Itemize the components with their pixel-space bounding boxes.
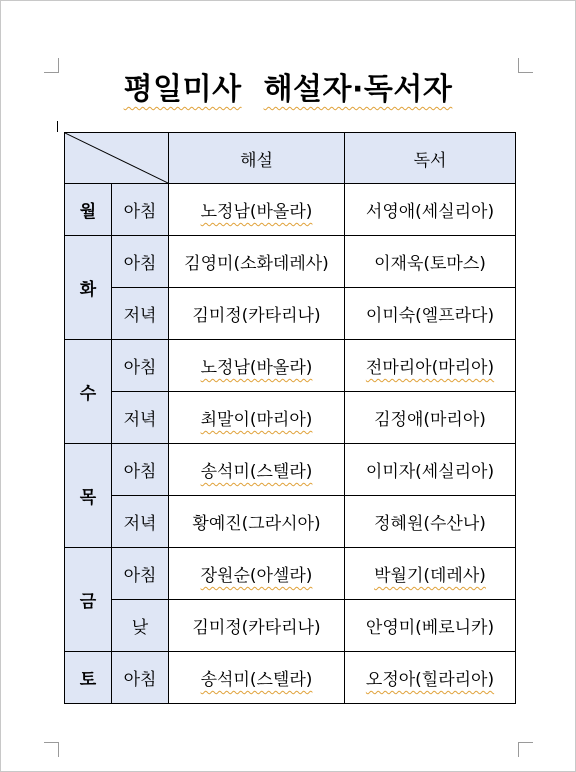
commentator-cell[interactable]: 김미정(카타리나) <box>169 288 345 340</box>
title-part2: 해설자·독서자 <box>263 72 453 107</box>
reader-cell[interactable]: 이미숙(엘프라다) <box>345 288 516 340</box>
margin-corner-bottom-right <box>518 742 533 757</box>
commentator-cell[interactable]: 황예진(그라시아) <box>169 496 345 548</box>
reader-cell[interactable]: 이재욱(토마스) <box>345 236 516 288</box>
table-row <box>65 288 516 340</box>
time-cell[interactable]: 낮 <box>112 600 169 652</box>
margin-corner-bottom-left <box>44 742 59 757</box>
table-row <box>65 652 516 704</box>
commentator-cell[interactable]: 노정남(바올라) <box>169 340 345 392</box>
commentator-cell[interactable]: 송석미(스텔라) <box>169 444 345 496</box>
time-cell[interactable]: 아침 <box>112 444 169 496</box>
day-cell[interactable]: 토 <box>65 652 112 704</box>
time-cell[interactable]: 저녁 <box>112 288 169 340</box>
reader-cell[interactable]: 전마리아(마리아) <box>345 340 516 392</box>
table-row <box>65 184 516 236</box>
table-row <box>65 496 516 548</box>
reader-cell[interactable]: 이미자(세실리아) <box>345 444 516 496</box>
reader-cell[interactable]: 서영애(세실리아) <box>345 184 516 236</box>
day-cell[interactable]: 월 <box>65 184 112 236</box>
reader-cell[interactable]: 박월기(데레사) <box>345 548 516 600</box>
commentator-cell[interactable]: 김미정(카타리나) <box>169 600 345 652</box>
time-cell[interactable]: 아침 <box>112 236 169 288</box>
time-cell[interactable]: 아침 <box>112 340 169 392</box>
reader-cell[interactable]: 김정애(마리아) <box>345 392 516 444</box>
time-cell[interactable]: 저녁 <box>112 392 169 444</box>
table-row <box>65 444 516 496</box>
text-cursor <box>57 121 58 132</box>
time-cell[interactable]: 아침 <box>112 184 169 236</box>
table-row <box>65 600 516 652</box>
header-reader[interactable]: 독서 <box>345 133 516 184</box>
table-row <box>65 236 516 288</box>
diagonal-header-cell[interactable] <box>65 133 169 184</box>
day-cell[interactable]: 수 <box>65 340 112 444</box>
commentator-cell[interactable]: 최말이(마리아) <box>169 392 345 444</box>
day-cell[interactable]: 목 <box>65 444 112 548</box>
title-part1: 평일미사 <box>123 72 242 107</box>
commentator-cell[interactable]: 장원순(아셀라) <box>169 548 345 600</box>
commentator-cell[interactable]: 노정남(바올라) <box>169 184 345 236</box>
commentator-cell[interactable]: 송석미(스텔라) <box>169 652 345 704</box>
time-cell[interactable]: 아침 <box>112 652 169 704</box>
time-cell[interactable]: 아침 <box>112 548 169 600</box>
table-row <box>65 548 516 600</box>
reader-cell[interactable]: 정혜원(수산나) <box>345 496 516 548</box>
day-cell[interactable]: 금 <box>65 548 112 652</box>
table-row <box>65 392 516 444</box>
page-title[interactable] <box>0 64 576 108</box>
schedule-table[interactable] <box>64 132 516 704</box>
table-row <box>65 340 516 392</box>
diagonal-line <box>65 133 168 183</box>
header-commentator[interactable]: 해설 <box>169 133 345 184</box>
reader-cell[interactable]: 오정아(힐라리아) <box>345 652 516 704</box>
day-cell[interactable]: 화 <box>65 236 112 340</box>
time-cell[interactable]: 저녁 <box>112 496 169 548</box>
commentator-cell[interactable]: 김영미(소화데레사) <box>169 236 345 288</box>
header-row <box>65 133 516 184</box>
reader-cell[interactable]: 안영미(베로니카) <box>345 600 516 652</box>
